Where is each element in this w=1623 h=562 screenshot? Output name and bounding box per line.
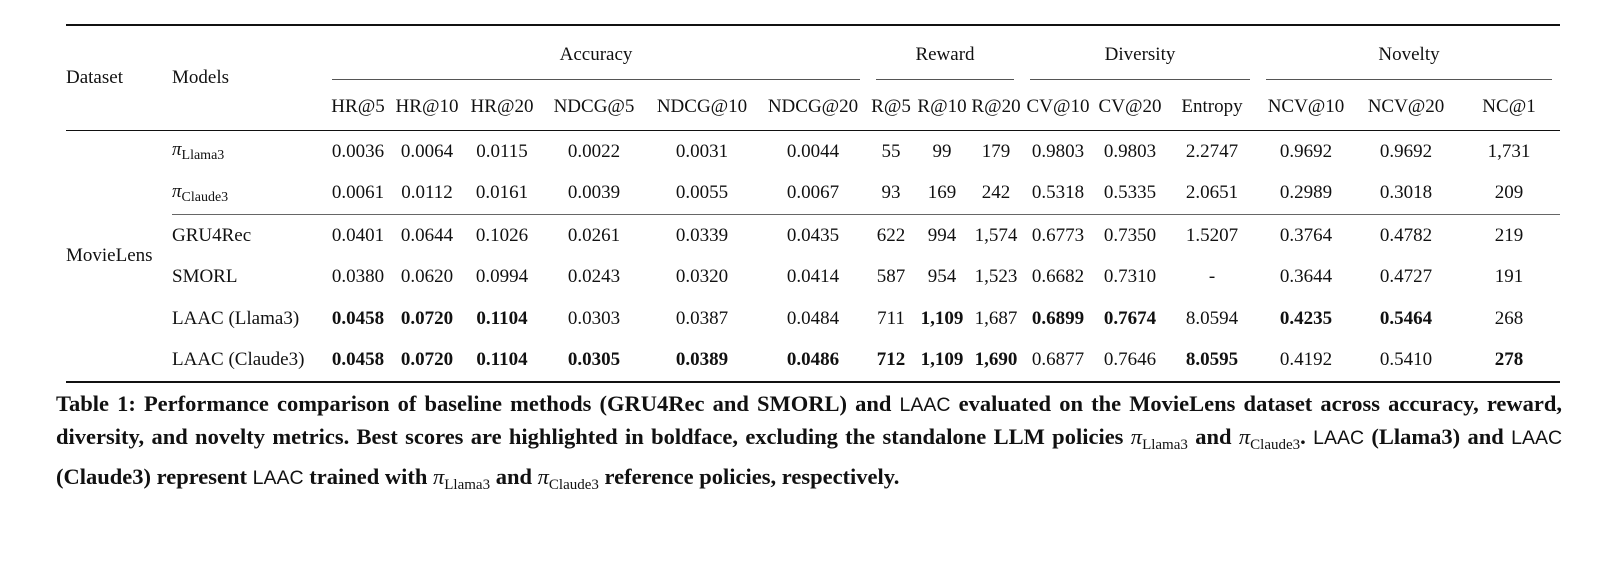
- column-header: R@5: [868, 84, 914, 131]
- header-dataset: Dataset: [66, 25, 172, 131]
- caption-part2: evaluated on the MovieLens dataset across accuracy, reward, diversity, and novelty metrics. Best scores are highlighted in boldface, excluding the standalone LLM policies: [56, 391, 1563, 449]
- value-cell: 0.6899: [1031, 307, 1085, 329]
- value-cell: 0.0458: [331, 307, 385, 329]
- value-cell: 0.6773: [1022, 215, 1094, 257]
- group-diversity: Diversity: [1022, 25, 1258, 84]
- caption-pi-1: π: [1130, 424, 1143, 449]
- value-cell: 0.4192: [1258, 340, 1354, 383]
- value-cell: 0.4727: [1379, 266, 1433, 288]
- caption-claude-tag: (Claude3): [56, 464, 151, 489]
- value-cell: 0.9692: [1279, 140, 1333, 162]
- value-cell: 0.7350: [1094, 215, 1166, 257]
- caption-llama-tag: (Llama3): [1371, 424, 1461, 449]
- column-header: CV@10: [1022, 84, 1094, 131]
- caption-and-2: and: [1467, 424, 1504, 449]
- caption-laac-1: LAAC: [899, 394, 951, 416]
- value-cell: 0.0387: [675, 307, 729, 329]
- value-cell: 0.0458: [324, 340, 392, 383]
- value-cell: 0.0061: [331, 182, 385, 204]
- value-cell: 0.3644: [1279, 266, 1333, 288]
- value-cell: 0.3018: [1379, 182, 1433, 204]
- table-row: [66, 131, 1560, 173]
- value-cell: 0.0994: [475, 266, 529, 288]
- caption-represent: represent: [156, 464, 248, 489]
- value-cell: 0.6877: [1022, 340, 1094, 383]
- value-cell: 0.0380: [331, 266, 385, 288]
- value-cell: 1,687: [974, 307, 1018, 329]
- value-cell: 622: [868, 215, 914, 257]
- value-cell: 0.0303: [567, 307, 621, 329]
- value-cell: 0.0161: [475, 182, 529, 204]
- caption-period: .: [1300, 424, 1306, 449]
- column-header: NC@1: [1458, 84, 1560, 131]
- column-header: HR@10: [392, 84, 462, 131]
- column-header: NCV@20: [1354, 84, 1458, 131]
- value-cell: 169: [927, 182, 957, 204]
- value-cell: 994: [914, 215, 970, 257]
- caption-pi-3: π: [432, 464, 445, 489]
- value-cell: 0.0389: [646, 340, 758, 383]
- value-cell: 0.1104: [476, 307, 528, 329]
- value-cell: 0.5335: [1103, 182, 1157, 204]
- caption-pi-4: π: [537, 464, 549, 489]
- value-cell: 0.0031: [675, 140, 729, 162]
- value-cell: 0.0022: [567, 140, 621, 162]
- table-row: [66, 215, 1560, 257]
- value-cell: 0.0720: [400, 307, 454, 329]
- value-cell: 0.0243: [567, 266, 621, 288]
- table-row: [66, 257, 1560, 299]
- value-cell: 0.6682: [1031, 266, 1085, 288]
- value-cell: 55: [881, 140, 901, 162]
- header-models: Models: [172, 25, 324, 131]
- value-cell: 0.0401: [324, 215, 392, 257]
- value-cell: 179: [981, 140, 1011, 162]
- caption-and-1: and: [1195, 424, 1232, 449]
- value-cell: 1,523: [974, 266, 1018, 288]
- value-cell: 0.0305: [542, 340, 646, 383]
- table-caption: [56, 388, 1562, 501]
- value-cell: 0.0067: [786, 182, 840, 204]
- table-row: [66, 340, 1560, 383]
- value-cell: 0.0036: [331, 140, 385, 162]
- value-cell: 0.9803: [1031, 140, 1085, 162]
- value-cell: 0.0435: [758, 215, 868, 257]
- column-header: R@10: [914, 84, 970, 131]
- column-header: NDCG@20: [758, 84, 868, 131]
- caption-ending: reference policies, respectively.: [604, 464, 900, 489]
- value-cell: 587: [876, 266, 906, 288]
- value-cell: 1,690: [970, 340, 1022, 383]
- value-cell: 0.7646: [1094, 340, 1166, 383]
- value-cell: 0.0064: [400, 140, 454, 162]
- value-cell: 1.5207: [1166, 215, 1258, 257]
- results-table: [66, 24, 1560, 383]
- value-cell: 711: [877, 307, 905, 329]
- value-cell: 191: [1494, 266, 1524, 288]
- value-cell: 0.0720: [392, 340, 462, 383]
- group-novelty: Novelty: [1258, 25, 1560, 84]
- value-cell: 0.0112: [401, 182, 453, 204]
- value-cell: -: [1208, 266, 1216, 288]
- column-header: CV@20: [1094, 84, 1166, 131]
- value-cell: 93: [881, 182, 901, 204]
- group-reward: Reward: [868, 25, 1022, 84]
- value-cell: 0.0620: [400, 266, 454, 288]
- value-cell: 0.7674: [1103, 307, 1157, 329]
- header-group-row: [66, 25, 1560, 84]
- table-row: [66, 173, 1560, 215]
- value-cell: 2.0651: [1185, 182, 1239, 204]
- column-header: NDCG@10: [646, 84, 758, 131]
- column-header: Entropy: [1166, 84, 1258, 131]
- caption-laac-2: LAAC: [1313, 427, 1365, 449]
- model-cell: [172, 131, 324, 173]
- value-cell: 0.0044: [786, 140, 840, 162]
- value-cell: 278: [1458, 340, 1560, 383]
- model-cell: SMORL: [172, 266, 238, 288]
- value-cell: 242: [981, 182, 1011, 204]
- value-cell: 209: [1494, 182, 1524, 204]
- value-cell: 0.1026: [462, 215, 542, 257]
- value-cell: 0.0414: [786, 266, 840, 288]
- value-cell: 268: [1494, 307, 1524, 329]
- value-cell: 0.0486: [758, 340, 868, 383]
- caption-sub-llama-2: Llama3: [444, 477, 491, 493]
- value-cell: 0.0115: [476, 140, 528, 162]
- caption-part1: Performance comparison of baseline methods (GRU4Rec and SMORL) and: [143, 391, 892, 416]
- caption-label: Table 1:: [56, 391, 136, 416]
- value-cell: 0.1104: [462, 340, 542, 383]
- column-header: NDCG@5: [542, 84, 646, 131]
- caption-laac-3: LAAC: [1511, 427, 1563, 449]
- value-cell: 0.0320: [675, 266, 729, 288]
- value-cell: 0.4782: [1354, 215, 1458, 257]
- value-cell: 0.0039: [567, 182, 621, 204]
- value-cell: 0.0644: [392, 215, 462, 257]
- model-subscript: Claude3: [181, 189, 229, 205]
- model-cell: GRU4Rec: [172, 215, 324, 257]
- value-cell: 0.5464: [1379, 307, 1433, 329]
- value-cell: 8.0594: [1185, 307, 1239, 329]
- column-header: HR@5: [324, 84, 392, 131]
- model-subscript: Llama3: [181, 148, 225, 164]
- value-cell: 0.5410: [1354, 340, 1458, 383]
- caption-and-3: and: [495, 464, 532, 489]
- caption-sub-llama-1: Llama3: [1142, 437, 1188, 453]
- value-cell: 0.2989: [1279, 182, 1333, 204]
- model-cell: LAAC (Claude3): [172, 340, 324, 383]
- group-accuracy: Accuracy: [324, 25, 868, 84]
- model-cell: [172, 173, 324, 215]
- value-cell: 0.0055: [675, 182, 729, 204]
- value-cell: 954: [927, 266, 957, 288]
- value-cell: 0.4235: [1279, 307, 1333, 329]
- value-cell: 0.0261: [542, 215, 646, 257]
- value-cell: 1,109: [914, 340, 970, 383]
- value-cell: 1,731: [1487, 140, 1531, 162]
- table-row: [66, 298, 1560, 340]
- caption-laac-4: LAAC: [252, 467, 304, 489]
- column-header: R@20: [970, 84, 1022, 131]
- dataset-cell: MovieLens: [66, 131, 172, 383]
- column-header: HR@20: [462, 84, 542, 131]
- value-cell: 1,574: [970, 215, 1022, 257]
- value-cell: 99: [932, 140, 952, 162]
- results-table-wrapper: [66, 24, 1560, 383]
- value-cell: 2.2747: [1185, 140, 1239, 162]
- value-cell: 0.9692: [1379, 140, 1433, 162]
- value-cell: 0.9803: [1103, 140, 1157, 162]
- value-cell: 0.7310: [1103, 266, 1157, 288]
- value-cell: 0.3764: [1258, 215, 1354, 257]
- value-cell: 0.0339: [646, 215, 758, 257]
- column-header: NCV@10: [1258, 84, 1354, 131]
- value-cell: 219: [1458, 215, 1560, 257]
- model-cell: LAAC (Llama3): [172, 307, 300, 329]
- model-symbol: π: [172, 139, 182, 161]
- value-cell: 712: [868, 340, 914, 383]
- caption-sub-claude-1: Claude3: [1250, 437, 1301, 453]
- model-symbol: π: [172, 180, 182, 202]
- value-cell: 1,109: [920, 307, 964, 329]
- value-cell: 0.0484: [786, 307, 840, 329]
- value-cell: 8.0595: [1166, 340, 1258, 383]
- caption-pi-2: π: [1238, 424, 1251, 449]
- caption-sub-claude-2: Claude3: [548, 477, 599, 493]
- value-cell: 0.5318: [1031, 182, 1085, 204]
- caption-trained-with: trained with: [309, 464, 428, 489]
